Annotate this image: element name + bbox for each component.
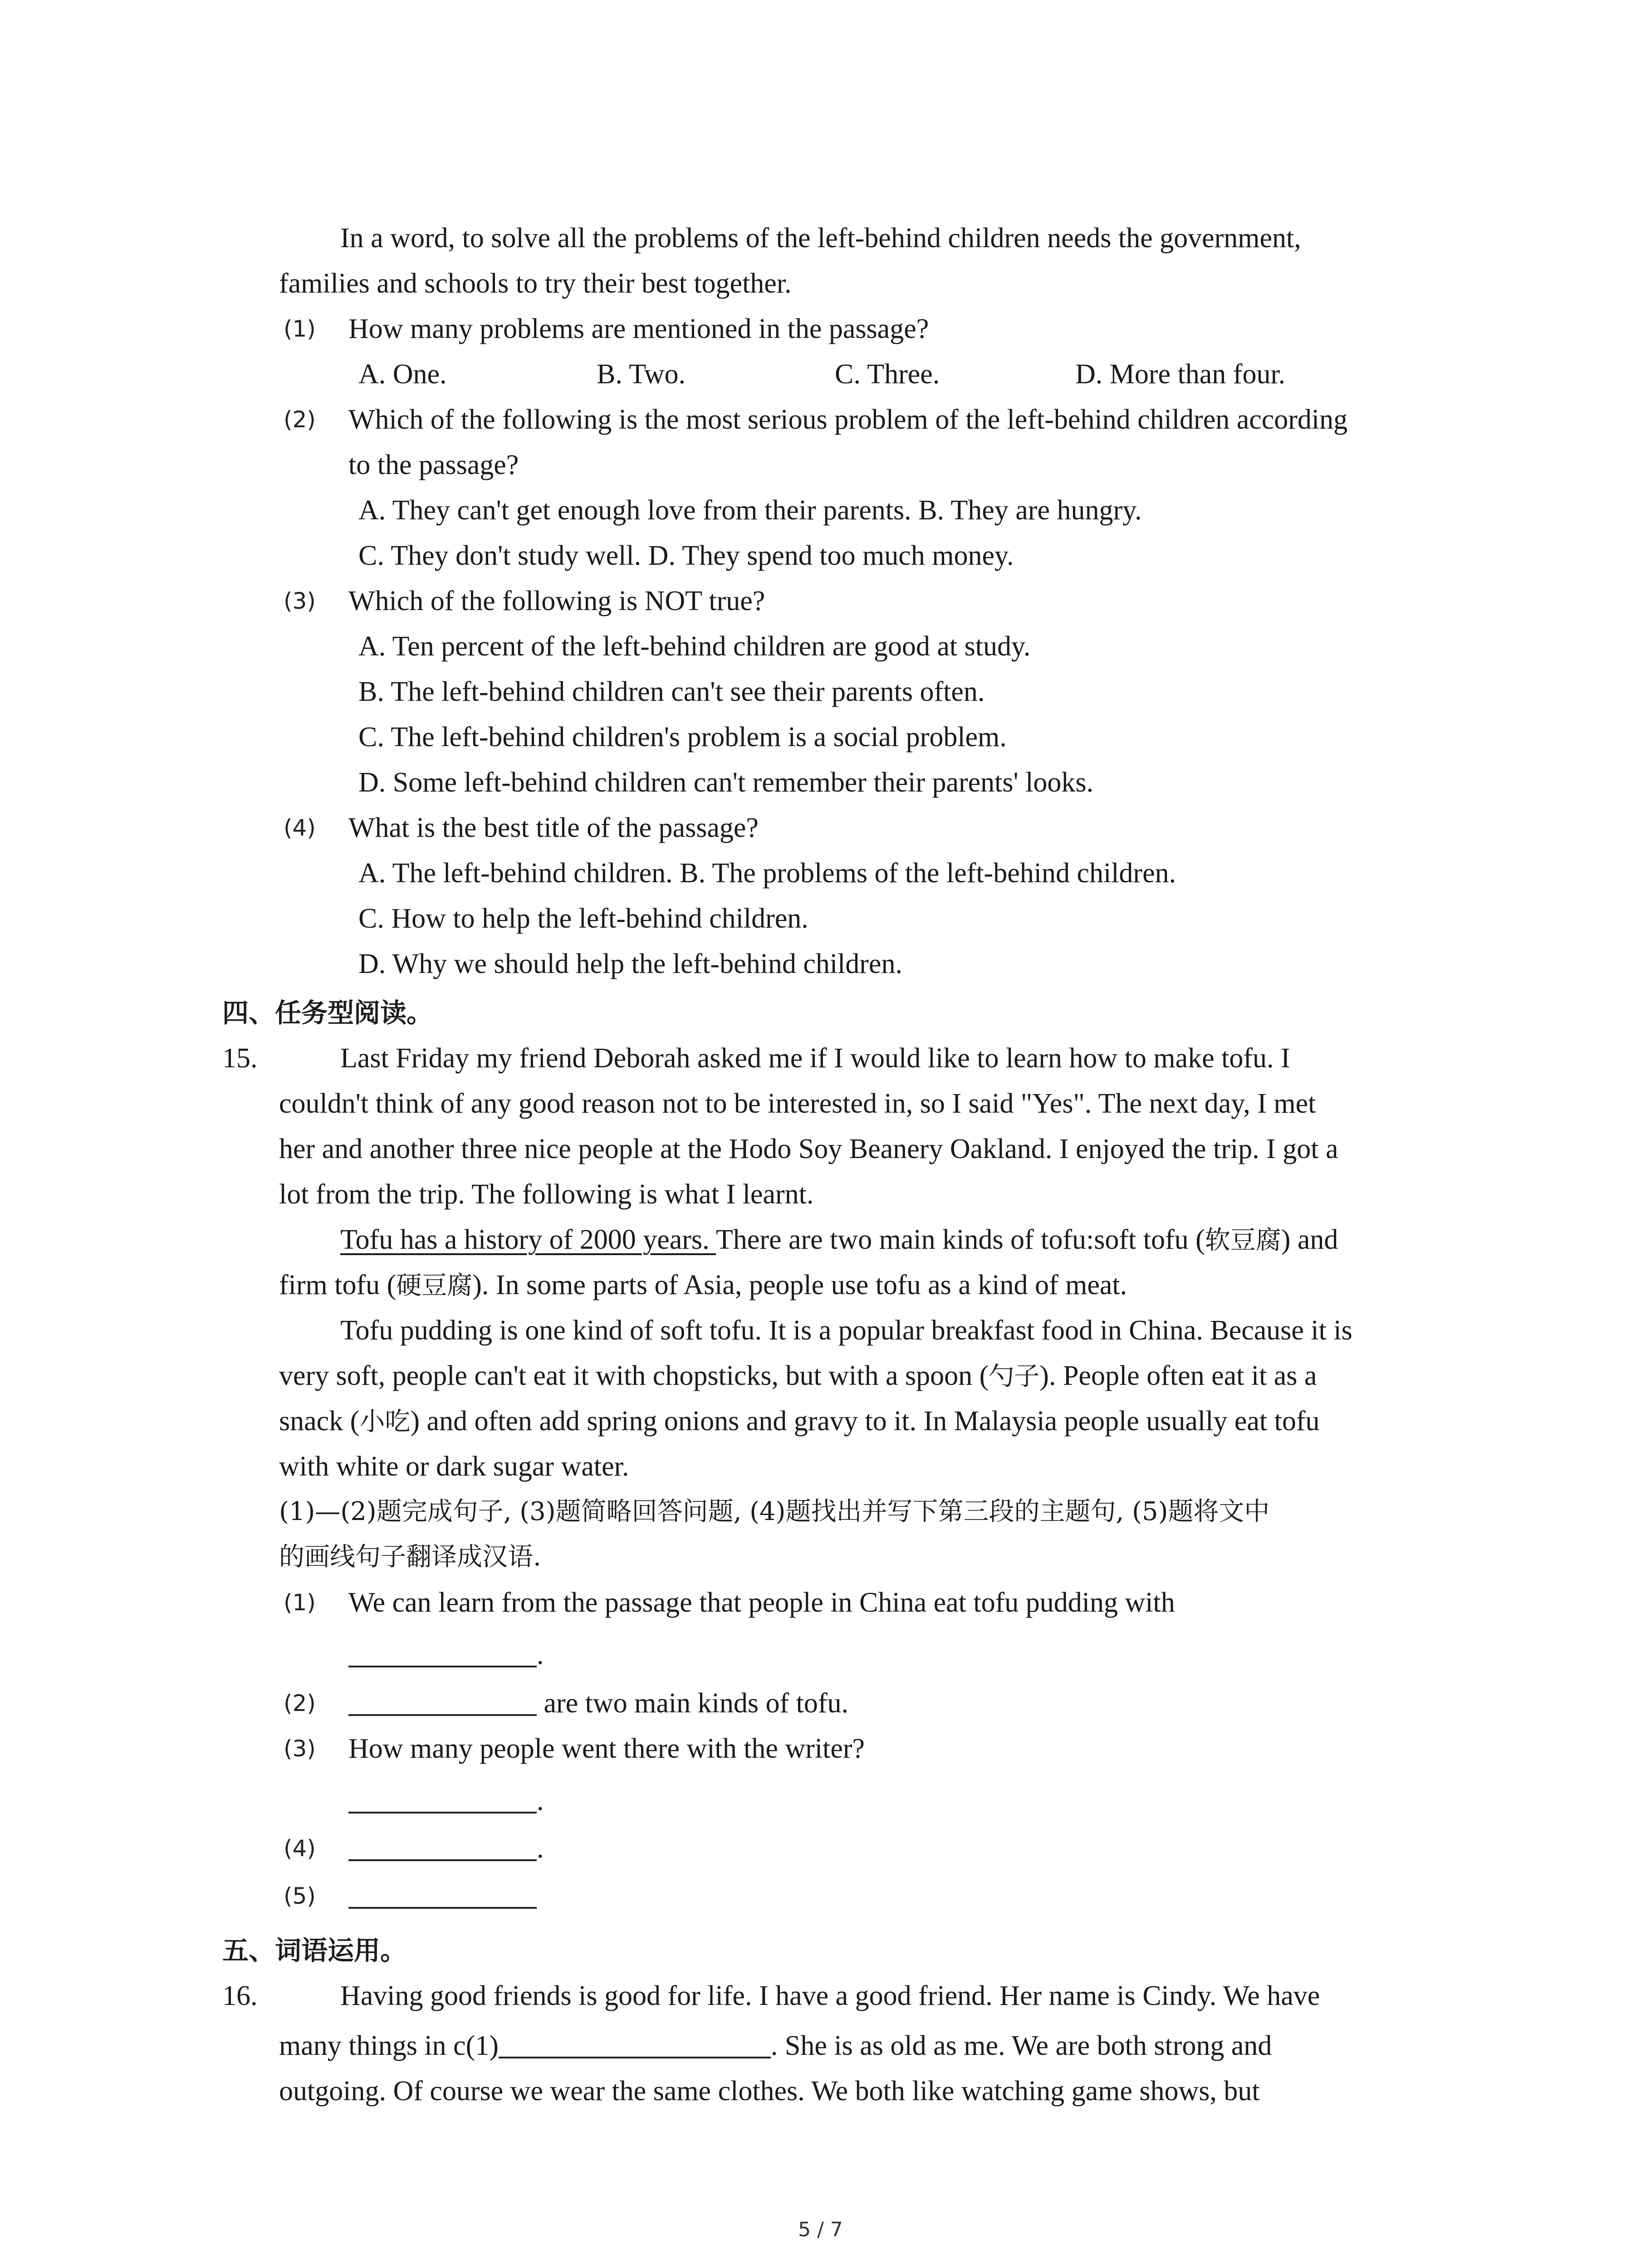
option-a: A. One.: [358, 359, 447, 390]
option-c: C. The left-behind children's problem is a social problem.: [358, 722, 1007, 753]
question-text-line-2: to the passage?: [348, 450, 519, 480]
item-number: 15.: [222, 1043, 258, 1074]
question-text: What is the best title of the passage?: [348, 812, 759, 843]
task-number: (4): [284, 1835, 316, 1862]
answer-blank[interactable]: [348, 1784, 537, 1813]
passage-line: many things in c(1) . She is as old as me. We are both strong and: [279, 2030, 1272, 2061]
options-line-2: C. How to help the left-behind children.: [358, 903, 808, 934]
task-text: We can learn from the passage that people in China eat tofu pudding with: [348, 1587, 1175, 1618]
options-line-1: A. The left-behind children. B. The problems of the left-behind children.: [358, 858, 1176, 889]
intro-line-1: In a word, to solve all the problems of the left-behind children needs the government,: [340, 223, 1301, 254]
task-number: (1): [284, 1589, 316, 1616]
task-answer-line: [348, 1873, 537, 1919]
question-text-line-1: Which of the following is the most serious problem of the left-behind children according: [348, 404, 1348, 435]
task-answer-line: .: [348, 1632, 544, 1677]
task-number: (3): [284, 1735, 316, 1762]
options-line-2: C. They don't study well. D. They spend too much money.: [358, 540, 1014, 571]
option-b: B. Two.: [597, 359, 686, 390]
question-text: How many problems are mentioned in the passage?: [348, 313, 929, 344]
option-a: A. Ten percent of the left-behind children are good at study.: [358, 631, 1031, 662]
answer-blank[interactable]: [348, 1832, 537, 1861]
instructions-line-1: (1)—(2)题完成句子, (3)题简略回答问题, (4)题找出并写下第三段的主题句, (5)题将文中: [279, 1497, 1270, 1526]
task-number: (5): [284, 1883, 316, 1909]
task-answer-line: .: [348, 1826, 544, 1871]
item-number: 16.: [222, 1980, 258, 2011]
passage-line: firm tofu (硬豆腐). In some parts of Asia, people use tofu as a kind of meat.: [279, 1270, 1127, 1300]
passage-line: Last Friday my friend Deborah asked me if I would like to learn how to make tofu. I: [340, 1043, 1290, 1074]
passage-line: Tofu has a history of 2000 years. There are two main kinds of tofu:soft tofu (软豆腐) and: [340, 1224, 1338, 1255]
passage-line: couldn't think of any good reason not to be interested in, so I said "Yes". The next day, I met: [279, 1088, 1316, 1119]
passage-line: snack (小吃) and often add spring onions and gravy to it. In Malaysia people usually eat tofu: [279, 1406, 1320, 1437]
passage-line: Tofu pudding is one kind of soft tofu. It is a popular breakfast food in China. Because it is: [340, 1315, 1352, 1346]
passage-line: her and another three nice people at the Hodo Soy Beanery Oakland. I enjoyed the trip. I got a: [279, 1134, 1338, 1164]
question-number: (1): [284, 316, 316, 342]
answer-blank[interactable]: [348, 1687, 537, 1716]
section-heading: 四、任务型阅读。: [222, 997, 433, 1028]
passage-line: Having good friends is good for life. I have a good friend. Her name is Cindy. We have: [340, 1980, 1320, 2011]
answer-blank[interactable]: [348, 1880, 537, 1909]
passage-line: with white or dark sugar water.: [279, 1451, 629, 1482]
section-heading: 五、词语运用。: [222, 1935, 407, 1966]
task-number: (2): [284, 1690, 316, 1716]
task-answer-line: are two main kinds of tofu.: [348, 1681, 848, 1726]
passage-line: lot from the trip. The following is what I learnt.: [279, 1179, 814, 1210]
options-line-1: A. They can't get enough love from their parents. B. They are hungry.: [358, 495, 1142, 526]
option-b: B. The left-behind children can't see their parents often.: [358, 676, 985, 707]
intro-line-2: families and schools to try their best together.: [279, 268, 792, 299]
passage-line: very soft, people can't eat it with chopsticks, but with a spoon (勺子). People often eat it as a: [279, 1360, 1317, 1391]
instructions-line-2: 的画线句子翻译成汉语.: [279, 1542, 541, 1572]
options-line-3: D. Why we should help the left-behind children.: [358, 948, 902, 979]
question-number: (2): [284, 406, 316, 433]
answer-blank[interactable]: [348, 1638, 537, 1667]
question-number: (3): [284, 588, 316, 614]
page-number: 5 / 7: [798, 2218, 843, 2241]
option-d: D. Some left-behind children can't remember their parents' looks.: [358, 767, 1094, 798]
underlined-sentence: Tofu has a history of 2000 years.: [340, 1224, 716, 1255]
option-c: C. Three.: [835, 359, 940, 390]
option-d: D. More than four.: [1075, 359, 1286, 390]
question-number: (4): [284, 815, 316, 841]
answer-blank[interactable]: [499, 2029, 771, 2058]
passage-line: outgoing. Of course we wear the same clothes. We both like watching game shows, but: [279, 2076, 1260, 2107]
task-text: How many people went there with the writer?: [348, 1733, 865, 1764]
question-text: Which of the following is NOT true?: [348, 586, 765, 616]
task-answer-line: .: [348, 1778, 544, 1823]
